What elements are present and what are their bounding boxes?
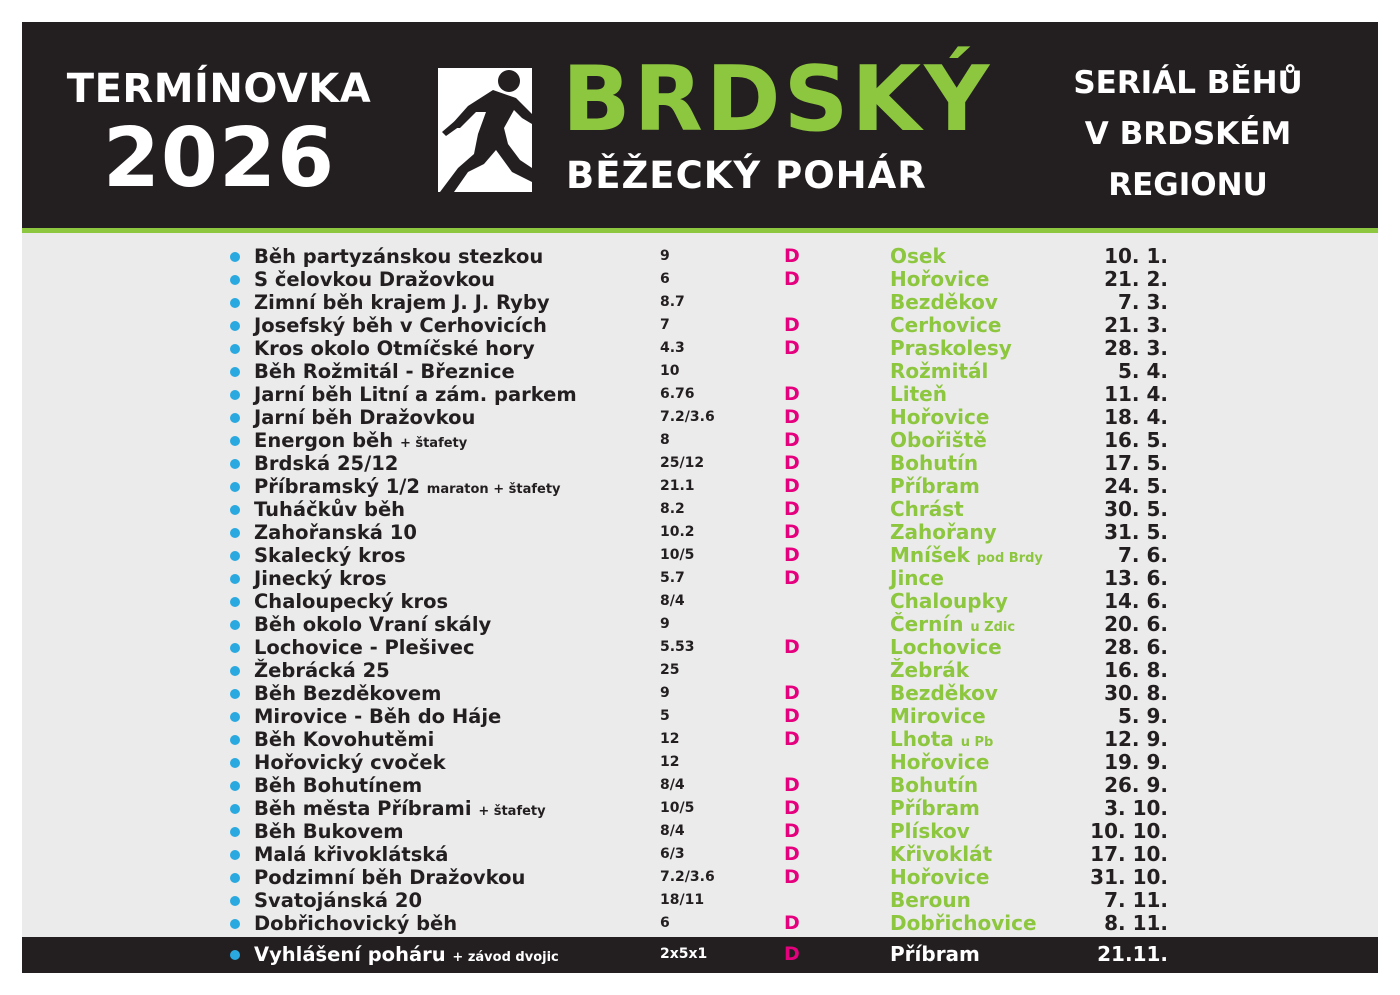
terminovka-title: TERMÍNOVKA xyxy=(66,66,372,112)
event-row xyxy=(22,383,1378,406)
bullet-icon xyxy=(230,551,240,561)
event-name: Vyhlášení poháru + závod dvojic xyxy=(254,943,559,966)
event-name: Lochovice - Plešivec xyxy=(254,636,475,659)
event-row xyxy=(22,820,1378,843)
event-date: 24. 5. xyxy=(1104,474,1168,498)
event-distance: 10.2 xyxy=(660,524,695,540)
bullet-icon xyxy=(230,689,240,699)
event-date: 16. 5. xyxy=(1104,428,1168,452)
event-date: 3. 10. xyxy=(1104,796,1168,820)
event-row xyxy=(22,912,1378,935)
event-date: 8. 11. xyxy=(1104,911,1168,935)
event-date: 21.11. xyxy=(1097,942,1168,966)
event-place: Příbram xyxy=(890,474,980,498)
poster xyxy=(22,22,1378,973)
event-row xyxy=(22,889,1378,912)
event-distance: 5 xyxy=(660,708,670,724)
bullet-icon xyxy=(230,436,240,446)
place-note: u Zdic xyxy=(970,620,1016,635)
event-place: Bezděkov xyxy=(890,290,998,314)
event-distance: 6.76 xyxy=(660,386,695,402)
d-marker: D xyxy=(784,728,800,750)
event-row xyxy=(22,774,1378,797)
event-distance: 7.2/3.6 xyxy=(660,409,715,425)
event-row xyxy=(22,866,1378,889)
bullet-icon xyxy=(230,505,240,515)
event-row xyxy=(22,728,1378,751)
event-date: 26. 9. xyxy=(1104,773,1168,797)
event-row xyxy=(22,360,1378,383)
event-date: 13. 6. xyxy=(1104,566,1168,590)
event-distance: 18/11 xyxy=(660,892,705,908)
event-note: maraton + štafety xyxy=(426,482,561,497)
bullet-icon xyxy=(230,873,240,883)
tagline-line: V BRDSKÉM xyxy=(1084,116,1292,152)
event-date: 10. 10. xyxy=(1090,819,1168,843)
event-note: + štafety xyxy=(399,436,468,451)
event-row xyxy=(22,521,1378,544)
event-name: Tuháčkův běh xyxy=(254,498,406,521)
event-distance: 7.2/3.6 xyxy=(660,869,715,885)
d-marker: D xyxy=(784,314,800,336)
event-row xyxy=(22,544,1378,567)
d-marker: D xyxy=(784,406,800,428)
event-distance: 10/5 xyxy=(660,800,695,816)
event-row xyxy=(22,567,1378,590)
bullet-icon xyxy=(230,620,240,630)
d-marker: D xyxy=(784,337,800,359)
event-name: Běh Rožmitál - Březnice xyxy=(254,360,515,383)
event-date: 7. 11. xyxy=(1104,888,1168,912)
place-note: u Pb xyxy=(960,735,994,750)
event-date: 11. 4. xyxy=(1104,382,1168,406)
event-name: Josefský běh v Cerhovicích xyxy=(254,314,547,337)
series-tagline xyxy=(1038,58,1338,211)
event-distance: 9 xyxy=(660,248,670,264)
event-name: Dobřichovický běh xyxy=(254,912,458,935)
d-marker: D xyxy=(784,636,800,658)
event-date: 28. 6. xyxy=(1104,635,1168,659)
event-place: Plískov xyxy=(890,819,970,843)
event-date: 7. 6. xyxy=(1118,543,1168,567)
event-place: Liteň xyxy=(890,382,947,406)
event-date: 5. 4. xyxy=(1118,359,1168,383)
event-date: 31. 5. xyxy=(1104,520,1168,544)
d-marker: D xyxy=(784,912,800,934)
event-name: Běh Bohutínem xyxy=(254,774,423,797)
event-date: 31. 10. xyxy=(1090,865,1168,889)
event-distance: 5.7 xyxy=(660,570,685,586)
event-date: 5. 9. xyxy=(1118,704,1168,728)
d-marker: D xyxy=(784,943,800,965)
event-date: 14. 6. xyxy=(1104,589,1168,613)
event-date: 30. 5. xyxy=(1104,497,1168,521)
event-date: 17. 10. xyxy=(1090,842,1168,866)
event-place: Cerhovice xyxy=(890,313,1002,337)
event-place: Hořovice xyxy=(890,750,990,774)
event-name: Běh Bukovem xyxy=(254,820,404,843)
event-place: Mirovice xyxy=(890,704,986,728)
event-distance: 4.3 xyxy=(660,340,685,356)
event-name: Běh partyzánskou stezkou xyxy=(254,245,544,268)
event-name: Žebrácká 25 xyxy=(254,659,390,682)
d-marker: D xyxy=(784,383,800,405)
event-name: Skalecký kros xyxy=(254,544,406,567)
event-note: + závod dvojic xyxy=(452,950,559,965)
event-date: 12. 9. xyxy=(1104,727,1168,751)
event-distance: 10 xyxy=(660,363,680,379)
event-place: Černín u Zdic xyxy=(890,612,1016,636)
event-row xyxy=(22,268,1378,291)
event-distance: 7 xyxy=(660,317,670,333)
bullet-icon xyxy=(230,367,240,377)
bullet-icon xyxy=(230,574,240,584)
event-place: Beroun xyxy=(890,888,971,912)
bullet-icon xyxy=(230,390,240,400)
event-row xyxy=(22,613,1378,636)
event-distance: 8/4 xyxy=(660,823,685,839)
bullet-icon xyxy=(230,413,240,423)
event-row xyxy=(22,452,1378,475)
event-place: Bohutín xyxy=(890,773,979,797)
bullet-icon xyxy=(230,321,240,331)
event-list xyxy=(22,245,1378,935)
event-distance: 6 xyxy=(660,915,670,931)
event-row xyxy=(22,659,1378,682)
event-row xyxy=(22,636,1378,659)
event-name: S čelovkou Dražovkou xyxy=(254,268,496,291)
event-distance: 5.53 xyxy=(660,639,695,655)
event-row xyxy=(22,843,1378,866)
event-name: Hořovický cvoček xyxy=(254,751,446,774)
bullet-icon xyxy=(230,252,240,262)
event-place: Mníšek pod Brdy xyxy=(890,543,1043,567)
d-marker: D xyxy=(784,544,800,566)
event-distance: 2x5x1 xyxy=(660,946,708,962)
event-place: Bezděkov xyxy=(890,681,998,705)
d-marker: D xyxy=(784,843,800,865)
bullet-icon xyxy=(230,712,240,722)
d-marker: D xyxy=(784,245,800,267)
event-name: Svatojánská 20 xyxy=(254,889,423,912)
event-distance: 25/12 xyxy=(660,455,705,471)
event-row xyxy=(22,475,1378,498)
event-date: 28. 3. xyxy=(1104,336,1168,360)
header-banner xyxy=(22,22,1378,228)
bullet-icon xyxy=(230,459,240,469)
event-date: 17. 5. xyxy=(1104,451,1168,475)
event-distance: 8.2 xyxy=(660,501,685,517)
event-name: Kros okolo Otmíčské hory xyxy=(254,337,535,360)
brand-title: BRDSKÝ xyxy=(562,47,993,152)
event-row xyxy=(22,314,1378,337)
event-row xyxy=(22,705,1378,728)
final-event-row xyxy=(22,937,1378,973)
d-marker: D xyxy=(784,866,800,888)
event-place: Chaloupky xyxy=(890,589,1008,613)
event-name: Běh okolo Vraní skály xyxy=(254,613,492,636)
runner-icon xyxy=(438,68,532,192)
bullet-icon xyxy=(230,919,240,929)
tagline-line: SERIÁL BĚHŮ xyxy=(1073,65,1303,101)
event-place: Dobřichovice xyxy=(890,911,1037,935)
event-place: Lhota u Pb xyxy=(890,727,994,751)
bullet-icon xyxy=(230,781,240,791)
event-distance: 8.7 xyxy=(660,294,685,310)
d-marker: D xyxy=(784,429,800,451)
header-divider xyxy=(22,228,1378,233)
d-marker: D xyxy=(784,774,800,796)
d-marker: D xyxy=(784,498,800,520)
event-place: Praskolesy xyxy=(890,336,1012,360)
d-marker: D xyxy=(784,682,800,704)
bullet-icon xyxy=(230,275,240,285)
d-marker: D xyxy=(784,521,800,543)
bullet-icon xyxy=(230,827,240,837)
event-date: 21. 3. xyxy=(1104,313,1168,337)
event-place: Jince xyxy=(890,566,944,590)
bullet-icon xyxy=(230,896,240,906)
event-date: 21. 2. xyxy=(1104,267,1168,291)
event-distance: 8/4 xyxy=(660,777,685,793)
year-label: 2026 xyxy=(102,111,336,206)
event-date: 10. 1. xyxy=(1104,244,1168,268)
event-row xyxy=(22,406,1378,429)
event-distance: 8/4 xyxy=(660,593,685,609)
event-place: Bohutín xyxy=(890,451,979,475)
event-row xyxy=(22,590,1378,613)
event-name: Podzimní běh Dražovkou xyxy=(254,866,526,889)
bullet-icon xyxy=(230,666,240,676)
event-distance: 25 xyxy=(660,662,680,678)
event-name: Malá křivoklátská xyxy=(254,843,449,866)
event-place: Osek xyxy=(890,244,946,268)
event-row xyxy=(22,337,1378,360)
event-distance: 10/5 xyxy=(660,547,695,563)
d-marker: D xyxy=(784,268,800,290)
event-date: 7. 3. xyxy=(1118,290,1168,314)
event-row xyxy=(22,751,1378,774)
bullet-icon xyxy=(230,850,240,860)
bullet-icon xyxy=(230,597,240,607)
event-date: 16. 8. xyxy=(1104,658,1168,682)
bullet-icon xyxy=(230,643,240,653)
event-row xyxy=(22,682,1378,705)
bullet-icon xyxy=(230,758,240,768)
event-place: Chrást xyxy=(890,497,964,521)
event-distance: 21.1 xyxy=(660,478,695,494)
d-marker: D xyxy=(784,567,800,589)
event-place: Hořovice xyxy=(890,267,990,291)
event-name: Zimní běh krajem J. J. Ryby xyxy=(254,291,550,314)
event-date: 18. 4. xyxy=(1104,405,1168,429)
event-place: Příbram xyxy=(890,942,980,966)
event-name: Jarní běh Dražovkou xyxy=(254,406,476,429)
event-name: Mirovice - Běh do Háje xyxy=(254,705,502,728)
bullet-icon xyxy=(230,344,240,354)
bullet-icon xyxy=(230,735,240,745)
event-place: Hořovice xyxy=(890,405,990,429)
bullet-icon xyxy=(230,298,240,308)
d-marker: D xyxy=(784,452,800,474)
d-marker: D xyxy=(784,797,800,819)
bullet-icon xyxy=(230,804,240,814)
d-marker: D xyxy=(784,820,800,842)
event-date: 30. 8. xyxy=(1104,681,1168,705)
tagline-line: REGIONU xyxy=(1108,167,1268,203)
d-marker: D xyxy=(784,475,800,497)
event-distance: 9 xyxy=(660,616,670,632)
event-row xyxy=(22,429,1378,452)
event-distance: 9 xyxy=(660,685,670,701)
event-row xyxy=(22,245,1378,268)
event-date: 19. 9. xyxy=(1104,750,1168,774)
event-date: 20. 6. xyxy=(1104,612,1168,636)
event-distance: 8 xyxy=(660,432,670,448)
event-place: Rožmitál xyxy=(890,359,989,383)
event-name: Jarní běh Litní a zám. parkem xyxy=(254,383,577,406)
event-name: Běh města Příbrami + štafety xyxy=(254,797,546,820)
event-place: Zahořany xyxy=(890,520,997,544)
event-place: Příbram xyxy=(890,796,980,820)
event-name: Brdská 25/12 xyxy=(254,452,399,475)
d-marker: D xyxy=(784,705,800,727)
event-name: Jinecký kros xyxy=(254,567,387,590)
event-name: Zahořanská 10 xyxy=(254,521,417,544)
event-distance: 12 xyxy=(660,754,680,770)
event-row xyxy=(22,498,1378,521)
brand-subtitle: BĚŽECKÝ POHÁR xyxy=(566,154,927,197)
place-note: pod Brdy xyxy=(976,551,1043,566)
event-distance: 12 xyxy=(660,731,680,747)
event-distance: 6 xyxy=(660,271,670,287)
event-place: Obořiště xyxy=(890,428,987,452)
event-place: Žebrák xyxy=(890,658,970,682)
event-place: Hořovice xyxy=(890,865,990,889)
event-note: + štafety xyxy=(478,804,546,819)
event-name: Příbramský 1/2 maraton + štafety xyxy=(254,475,561,498)
bullet-icon xyxy=(230,482,240,492)
bullet-icon xyxy=(230,528,240,538)
event-name: Běh Kovohutěmi xyxy=(254,728,435,751)
event-distance: 6/3 xyxy=(660,846,685,862)
event-name: Běh Bezděkovem xyxy=(254,682,442,705)
event-row xyxy=(22,797,1378,820)
event-place: Lochovice xyxy=(890,635,1002,659)
event-row xyxy=(22,291,1378,314)
event-name: Energon běh + štafety xyxy=(254,429,468,452)
bullet-icon xyxy=(230,950,240,960)
event-place: Křivoklát xyxy=(890,842,993,866)
event-name: Chaloupecký kros xyxy=(254,590,449,613)
